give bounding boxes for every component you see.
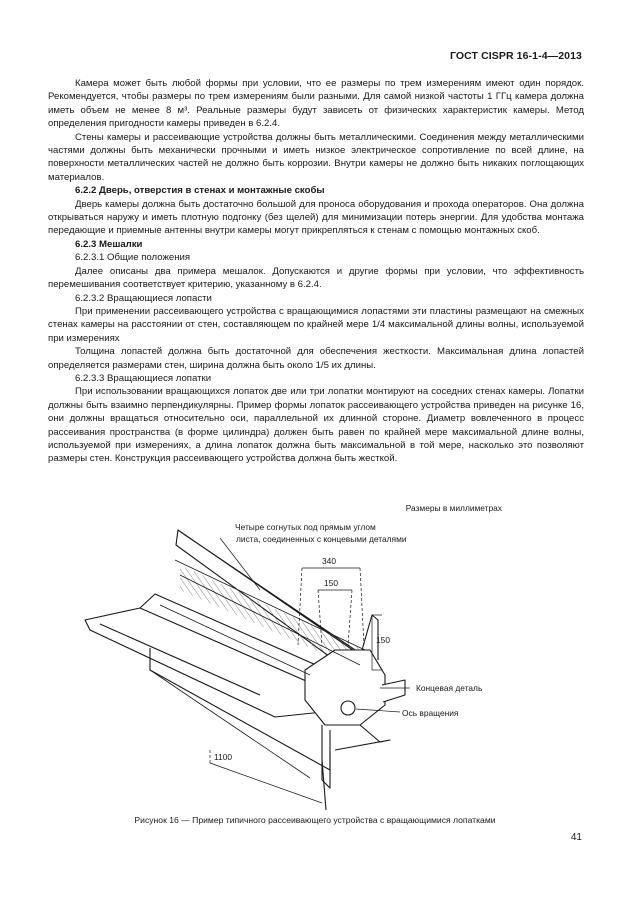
paragraph: При использовании вращающихся лопаток две или три лопатки монтируют на соседних стенах камеры. Лопатки должны быть взаимно перпендикулярны. Пример формы лопаток рассеивающего устройства приведен на рисунке 16, они должны вращаться относительно оси, параллельной их длинной стороне. Диаметр вовлеченного в процесс рассеивания пространства (в форме цилиндра) должен быть равен по крайней мере максимальной длине волны, используемой при измерениях, а длина лопаток должна быть максимальной в той мере, насколько это позволяют размеры стен. Конструкция рассеивающего устройства должна быть жесткой. — [48, 386, 584, 465]
dimension-1100: 1100 — [214, 752, 233, 762]
dimension-150-horizontal: 150 — [324, 578, 338, 588]
body-text — [48, 77, 584, 466]
subsection-heading: 6.2.3.1 Общие положения — [75, 252, 191, 264]
paragraph: Дверь камеры должна быть достаточно большой для проноса оборудования и прохода операторов. Она должна открываться наружу и иметь плотную подгонку (без щелей) для минимизации потерь энергии. Для удобства монтажа передающие и приемные антенны внутри камеры могут прикрепляться к стенам с помощью монтажных скоб. — [48, 198, 584, 237]
section-heading: 6.2.3 Мешалки — [75, 238, 143, 250]
dimension-340: 340 — [322, 556, 336, 566]
units-note: Размеры в миллиметрах — [405, 503, 502, 513]
subsection-heading: 6.2.3.2 Вращающиеся лопасти — [75, 292, 212, 304]
sheets-label-line2: листа, соединенных с концевыми деталями — [236, 534, 407, 544]
paragraph: Камера может быть любой формы при условии, что ее размеры по трем измерениям имеют один порядок. Рекомендуется, чтобы размеры по трем измерениям были разными. Для самой низкой частоты 1 ГГц камера должна иметь объем не менее 8 м³. Реальные размеры будут зависеть от физических характеристик камеры. Метод определения пригодности камеры приведен в 6.2.4. — [48, 78, 584, 130]
section-heading: 6.2.2 Дверь, отверстия в стенах и монтажные скобы — [75, 185, 325, 197]
document-header: ГОСТ CISPR 16-1-4—2013 — [449, 50, 582, 62]
end-piece-label: Концевая деталь — [416, 683, 483, 693]
figure-16-diagram — [60, 520, 530, 810]
rotation-axis-label: Ось вращения — [402, 708, 459, 718]
page-number: 41 — [570, 832, 582, 843]
dimension-150-vertical: 150 — [376, 635, 390, 645]
figure-caption: Рисунок 16 — Пример типичного рассеивающего устройства с вращающимися лопатками — [134, 815, 496, 825]
paragraph: Стены камеры и рассеивающие устройства должны быть металлическими. Соединения между металлическими частями должны быть механически прочными и иметь низкое электрическое сопротивление по всей длине, на поверхности металлических частей не должно быть коррозии. Внутри камеры не должно быть никаких поглощающих материалов. — [48, 131, 584, 183]
subsection-heading: 6.2.3.3 Вращающиеся лопатки — [75, 372, 212, 384]
sheets-label-line1: Четыре согнутых под прямым углом — [235, 522, 376, 532]
paragraph: При применении рассеивающего устройства с вращающимися лопастями эти пластины размещают на смежных стенах камеры на расстоянии от стен, составляющем по крайней мере 1/4 максимальной длины волны, используемой при измерениях — [48, 305, 584, 344]
paragraph: Толщина лопастей должна быть достаточной для обеспечения жесткости. Максимальная длина лопастей определяется размерами стен, ширина должна быть около 1/5 их длины. — [48, 346, 584, 371]
paragraph: Далее описаны два примера мешалок. Допускаются и другие формы при условии, что эффективность перемешивания соответствует критерию, указанному в 6.2.4. — [48, 265, 584, 291]
paddle-stirrer-drawing — [60, 520, 530, 810]
